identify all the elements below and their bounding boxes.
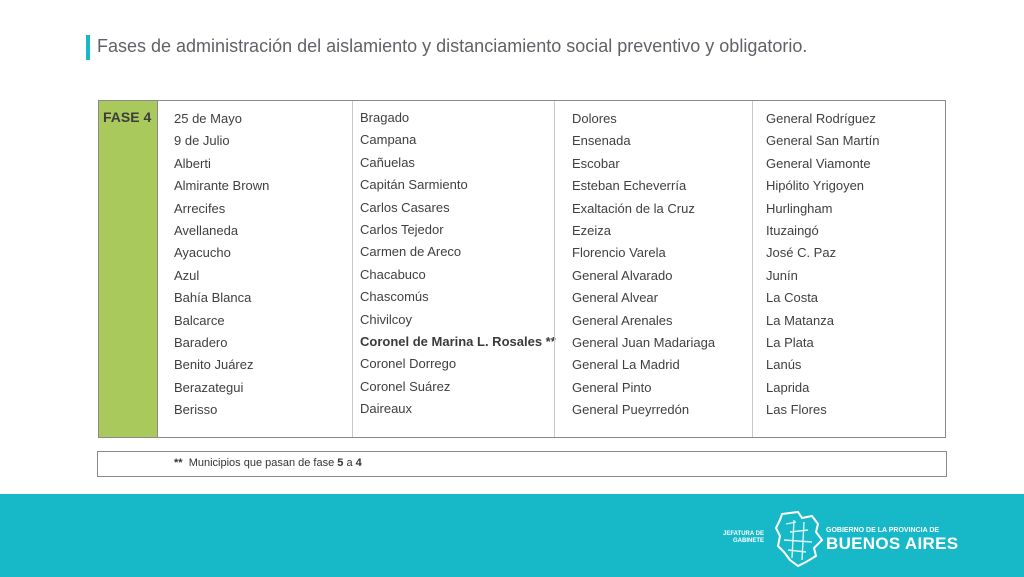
footnote-connector: a [346,457,353,469]
municipality-item: Junín [766,267,798,283]
municipality-item: Hipólito Yrigoyen [766,178,865,194]
municipality-item: Carmen de Areco [360,244,462,260]
municipality-item: Bahía Blanca [174,290,252,306]
municipality-item: Cañuelas [360,154,415,170]
province-map-icon [772,510,824,568]
municipality-item: Coronel Dorrego [360,356,457,372]
municipality-item: Berazategui [174,379,244,395]
municipality-item: Carlos Casares [360,199,450,215]
municipality-item: Chacabuco [360,266,426,282]
municipality-item: Avellaneda [174,222,239,238]
municipalities-table [98,100,946,438]
municipality-item: Coronel de Marina L. Rosales ** [360,333,556,349]
municipality-item: Baradero [174,334,228,350]
footnote-text [174,457,362,469]
municipality-item: 9 de Julio [174,133,230,149]
municipality-item: Exaltación de la Cruz [572,200,695,216]
municipality-item: Balcarce [174,312,225,328]
municipality-item: Ezeiza [572,222,612,238]
municipality-item: General Alvear [572,290,658,306]
municipality-item: Ayacucho [174,245,231,261]
footnote-to: 4 [355,457,362,469]
municipality-item: Dolores [572,111,617,126]
municipality-item: Chascomús [360,289,429,305]
municipality-item: General Viamonte [766,155,871,171]
column-4 [752,101,945,437]
phase-label: FASE 4 [103,109,152,125]
title-accent-bar [86,35,90,60]
municipality-item: Coronel Suárez [360,378,451,394]
footnote-stars: ** [174,457,183,469]
footnote-box [97,451,947,477]
municipality-item: Lanús [766,357,802,373]
municipality-item: Escobar [572,155,620,171]
municipality-item: 25 de Mayo [174,111,242,126]
jefatura-logo-text [716,531,764,545]
column-1 [174,101,352,437]
municipality-item: General San Martín [766,133,880,149]
municipality-item: Chivilcoy [360,311,413,327]
municipality-item: La Costa [766,290,819,306]
footnote-from: 5 [337,457,344,469]
municipality-item: Laprida [766,379,810,395]
municipality-item: Ituzaingó [766,222,819,238]
municipality-item: Arrecifes [174,200,226,216]
page-title: Fases de administración del aislamiento y distanciamiento social preventivo y obligatorio. [97,36,808,56]
municipality-item: Berisso [174,402,218,418]
municipality-item: General Pinto [572,379,652,395]
municipality-item: Las Flores [766,402,827,418]
municipality-item: General La Madrid [572,357,680,373]
footnote-label: Municipios que pasan de fase [188,457,335,469]
column-3 [554,101,752,437]
municipality-item: General Arenales [572,312,673,328]
municipality-item: Alberti [174,155,211,171]
municipality-item: La Plata [766,334,814,350]
municipality-item: Benito Juárez [174,357,254,373]
municipality-item: Daireaux [360,401,413,417]
buenos-aires-text: BUENOS AIRES [826,534,959,553]
municipality-item: Almirante Brown [174,178,270,194]
municipality-item: Azul [174,267,200,283]
footer-band [0,494,1024,577]
municipality-item: Esteban Echeverría [572,178,687,194]
municipality-item: General Alvarado [572,267,673,283]
municipality-item: General Rodríguez [766,111,876,126]
municipality-item: Capitán Sarmiento [360,177,468,193]
municipality-item: Ensenada [572,133,631,149]
municipality-item: Bragado [360,110,410,125]
jefatura-line-1: JEFATURA DE [722,531,764,537]
phase-cell [99,101,158,437]
municipality-item: Campana [360,132,417,148]
column-2 [352,101,554,437]
municipality-item: La Matanza [766,312,834,328]
jefatura-line-2: GABINETE [732,538,764,544]
municipality-item: Carlos Tejedor [360,221,444,237]
municipality-item: Florencio Varela [572,245,666,261]
gobierno-text: GOBIERNO DE LA PROVINCIA DE [826,527,940,534]
municipality-item: General Pueyrredón [572,402,690,418]
municipality-item: José C. Paz [766,245,837,261]
municipality-item: General Juan Madariaga [572,334,716,350]
municipality-item: Hurlingham [766,200,833,216]
